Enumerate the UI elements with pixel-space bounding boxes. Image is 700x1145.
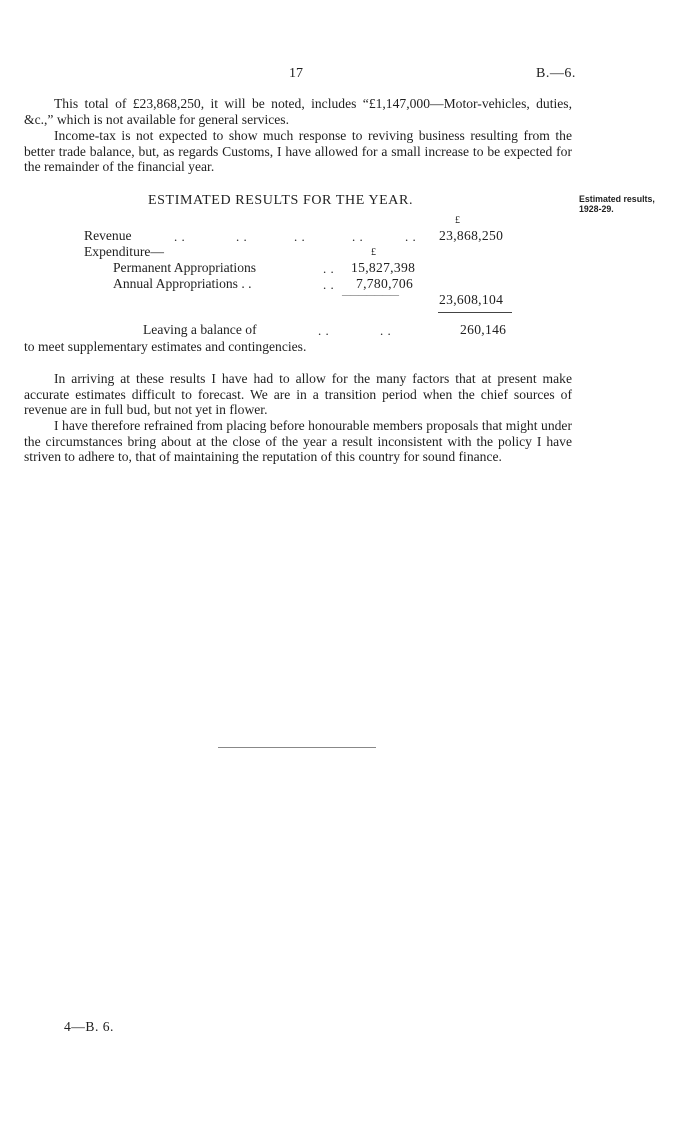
- expenditure-total: 23,608,104: [439, 292, 504, 307]
- revenue-total: 23,868,250: [439, 228, 504, 243]
- paragraph-total-note: This total of £23,868,250, it will be noted, includes “£1,147,000—Motor-vehicles, duties, &c.,” which is not available for general services.: [24, 96, 572, 127]
- permanent-appropriations-value: 15,827,398: [351, 260, 416, 275]
- paragraph-forecast-factors: In arriving at these results I have had to allow for the many factors that at present make accurate estimates difficult to forecast. We are in a transition period when the chief sources of revenue are in full bud, but not yet in flower.: [24, 371, 572, 417]
- balance-label: Leaving a balance of: [143, 322, 257, 337]
- paragraph-sound-finance: I have therefore refrained from placing before honourable members proposals that might under the circumstances bring about at the close of the year a result inconsistent with the policy I have striven to adhere to, that of maintaining the reputation of this country for sound finance.: [24, 418, 572, 464]
- leader-dots: . .: [405, 229, 417, 244]
- leader-dots: . .: [380, 323, 392, 338]
- leader-dots: . .: [318, 323, 330, 338]
- currency-symbol: £: [371, 247, 376, 258]
- continuation-line: to meet supplementary estimates and contingencies.: [24, 339, 307, 354]
- leader-dots: . .: [323, 277, 335, 292]
- margin-note: [579, 194, 655, 214]
- subtotal-rule: ———————: [342, 290, 398, 300]
- section-heading: ESTIMATED RESULTS FOR THE YEAR.: [148, 193, 414, 208]
- leader-dots: . .: [236, 229, 248, 244]
- expenditure-label: Expenditure—: [84, 244, 165, 259]
- annual-appropriations-value: 7,780,706: [356, 276, 414, 291]
- leader-dots: . .: [174, 229, 186, 244]
- currency-symbol: £: [455, 215, 460, 226]
- balance-value: 260,146: [460, 322, 507, 337]
- permanent-appropriations-label: Permanent Appropriations: [113, 260, 257, 275]
- document-reference: B.—6.: [536, 66, 576, 81]
- leader-dots: . .: [294, 229, 306, 244]
- margin-note-line: 1928-29.: [579, 204, 614, 214]
- total-rule: [438, 312, 512, 313]
- closing-rule: [218, 747, 376, 748]
- leader-dots: . .: [352, 229, 364, 244]
- footer-code: 4—B. 6.: [64, 1019, 114, 1034]
- margin-note-line: Estimated results,: [579, 194, 655, 204]
- paragraph-income-tax: Income-tax is not expected to show much response to reviving business resulting from the better trade balance, but, as regards Customs, I have allowed for a small increase to be expected for the remainder of the financial year.: [24, 128, 572, 174]
- page-number: 17: [289, 66, 303, 81]
- leader-dots: . .: [323, 261, 335, 276]
- annual-appropriations-label: Annual Appropriations . .: [113, 276, 252, 291]
- revenue-label: Revenue: [84, 228, 132, 243]
